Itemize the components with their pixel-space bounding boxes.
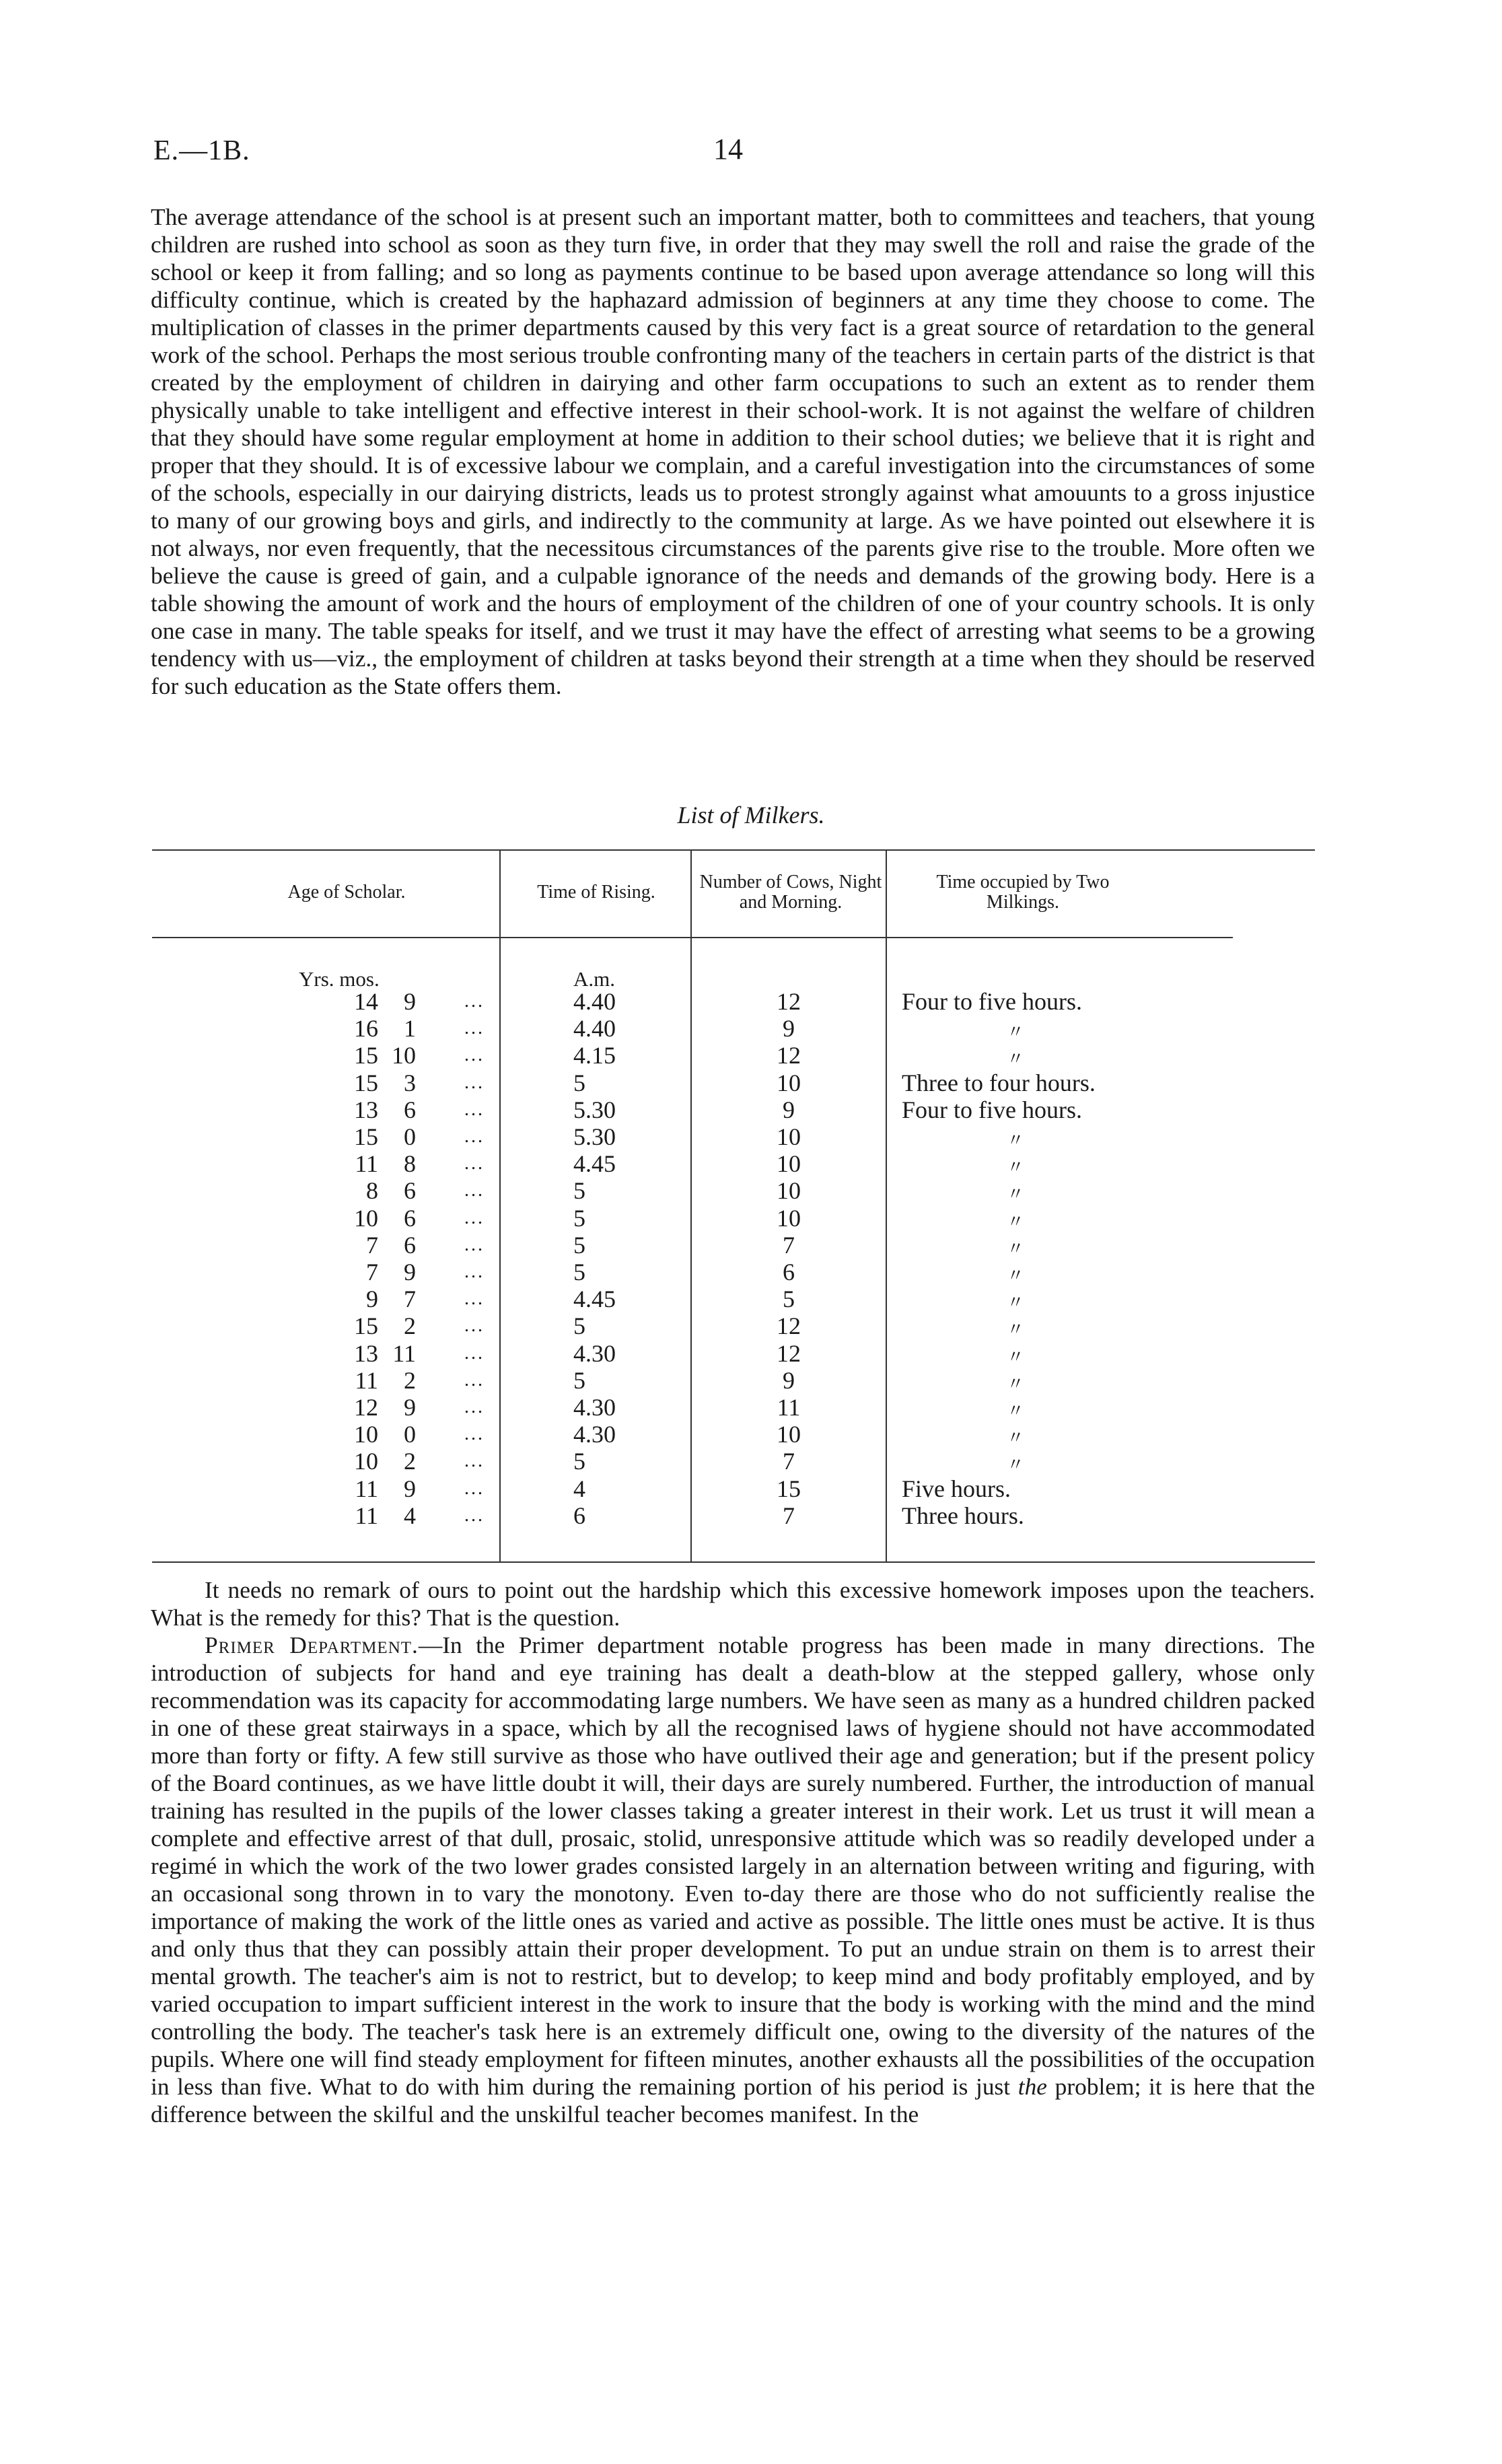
cell-cows: 10 bbox=[777, 1150, 801, 1178]
cell-cows: 12 bbox=[777, 1339, 801, 1367]
cell-rising: 4.40 bbox=[573, 988, 616, 1015]
cell-age-years: 12 bbox=[354, 1394, 378, 1421]
table-bottom-rule bbox=[152, 1561, 1315, 1563]
cell-dots: ... bbox=[464, 1288, 485, 1310]
cell-cows: 10 bbox=[777, 1204, 801, 1232]
cell-dots: ... bbox=[464, 1504, 485, 1526]
cell-dots: ... bbox=[464, 1126, 485, 1147]
cell-rising: 5 bbox=[573, 1231, 585, 1259]
cell-dots: ... bbox=[464, 1234, 485, 1255]
cell-dots: ... bbox=[464, 1098, 485, 1120]
cell-age-years: 8 bbox=[366, 1177, 378, 1205]
intro-paragraph: The average attendance of the school is at present such an important matter, both to committees and teachers, that young children are rushed into school as soon as they turn five, in order that they may swell the roll and raise the grade of the school or keep it from falling; and so long as payments continue to be based upon average attendance so long will this difficulty continue, which is created by the haphazard admission of beginners at any time they choose to come. The multiplication of classes in the primer departments caused by this very fact is a great source of retardation to the general work of the school. Perhaps the most serious trouble confronting many of the teachers in certain parts of the district is that created by the employment of children in dairying and other farm occupations to such an extent as to render them physically unable to take intelligent and effective interest in their school-work. It is not against the welfare of children that they should have some regular employment at home in addition to their school duties; we believe that it is right and proper that they should. It is of excessive labour we complain, and a careful investigation into the circumstances of some of the schools, especially in our dairying districts, leads us to protest strongly against what amouunts to a gross injustice to many of our growing boys and girls, and indirectly to the community at large. As we have pointed out elsewhere it is not always, nor even frequently, that the necessitous circumstances of the parents give rise to the trouble. More often we believe the cause is greed of gain, and a culpable ignorance of the needs and demands of the growing body. Here is a table showing the amount of work and the hours of employment of the children of one of your country schools. It is only one case in many. The table speaks for itself, and we trust it may have the effect of arresting what seems to be a growing tendency with us—viz., the employment of children at tasks beyond their strength at a time when they should be reserved for such education as the State offers them. bbox=[151, 203, 1315, 699]
cell-age-years: 10 bbox=[354, 1421, 378, 1448]
time-units-label: A.m. bbox=[573, 967, 615, 991]
cell-cows: 10 bbox=[777, 1123, 801, 1150]
cell-cows: 7 bbox=[783, 1502, 795, 1529]
running-head: E.—1B. bbox=[153, 135, 250, 166]
page-number: 14 bbox=[713, 133, 743, 166]
cell-rising: 5 bbox=[573, 1204, 585, 1232]
cell-milking: 〃 bbox=[1007, 1401, 1025, 1421]
header-cows: Number of Cows, Night and Morning. bbox=[699, 872, 882, 913]
table-title: List of Milkers. bbox=[677, 802, 825, 829]
cell-milking: Four to five hours. bbox=[902, 988, 1082, 1015]
cell-milking: 〃 bbox=[1007, 1238, 1025, 1259]
cell-cows: 12 bbox=[777, 988, 801, 1015]
cell-cows: 9 bbox=[783, 1366, 795, 1394]
cell-cows: 10 bbox=[777, 1177, 801, 1205]
cell-rising: 5 bbox=[573, 1259, 585, 1286]
cell-rising: 5.30 bbox=[573, 1096, 616, 1123]
cell-dots: ... bbox=[464, 1369, 485, 1391]
cell-milking: 〃 bbox=[1007, 1049, 1025, 1069]
cell-dots: ... bbox=[464, 1018, 485, 1039]
cell-age-years: 7 bbox=[366, 1231, 378, 1259]
cell-rising: 5 bbox=[573, 1448, 585, 1475]
cell-cows: 7 bbox=[783, 1448, 795, 1475]
cell-age-years: 11 bbox=[355, 1366, 378, 1394]
cell-milking: 〃 bbox=[1007, 1211, 1025, 1232]
cell-rising: 5 bbox=[573, 1177, 585, 1205]
cell-dots: ... bbox=[464, 1397, 485, 1417]
cell-age-years: 15 bbox=[354, 1312, 378, 1340]
cell-age-months: 0 bbox=[404, 1421, 416, 1448]
cell-age-months: 6 bbox=[404, 1177, 416, 1205]
cell-age-years: 15 bbox=[354, 1042, 378, 1069]
cell-rising: 5 bbox=[573, 1069, 585, 1096]
cell-dots: ... bbox=[464, 1207, 485, 1228]
cell-age-years: 11 bbox=[355, 1502, 378, 1529]
closing-paragraph-block bbox=[151, 1576, 1315, 2128]
cell-age-months: 2 bbox=[404, 1366, 416, 1394]
cell-age-months: 9 bbox=[404, 988, 416, 1015]
cell-age-years: 10 bbox=[354, 1204, 378, 1232]
cell-rising: 4.30 bbox=[573, 1339, 616, 1367]
cell-age-years: 10 bbox=[354, 1448, 378, 1475]
cell-dots: ... bbox=[464, 1071, 485, 1093]
cell-dots: ... bbox=[464, 1180, 485, 1201]
cell-age-months: 11 bbox=[392, 1339, 416, 1367]
cell-age-years: 14 bbox=[354, 988, 378, 1015]
cell-age-years: 16 bbox=[354, 1015, 378, 1043]
cell-age-years: 15 bbox=[354, 1069, 378, 1096]
cell-milking: 〃 bbox=[1007, 1185, 1025, 1205]
cell-milking: 〃 bbox=[1007, 1131, 1025, 1150]
cell-dots: ... bbox=[464, 1423, 485, 1445]
cell-dots: ... bbox=[464, 1315, 485, 1337]
cell-age-years: 7 bbox=[366, 1259, 378, 1286]
header-milking: Time occupied by Two Milkings. bbox=[936, 872, 1110, 913]
cell-cows: 7 bbox=[783, 1231, 795, 1259]
cell-age-months: 1 bbox=[404, 1015, 416, 1043]
cell-dots: ... bbox=[464, 991, 485, 1012]
cell-milking: 〃 bbox=[1007, 1158, 1025, 1178]
cell-age-months: 9 bbox=[404, 1475, 416, 1502]
table-header-rule bbox=[152, 937, 1233, 938]
header-rising: Time of Rising. bbox=[537, 882, 655, 903]
cell-milking: 〃 bbox=[1007, 1320, 1025, 1340]
cell-milking: 〃 bbox=[1007, 1347, 1025, 1367]
cell-cows: 5 bbox=[783, 1286, 795, 1313]
cell-rising: 4.45 bbox=[573, 1286, 616, 1313]
cell-cows: 10 bbox=[777, 1069, 801, 1096]
cell-milking: 〃 bbox=[1007, 1022, 1025, 1043]
cell-rising: 6 bbox=[573, 1502, 585, 1529]
primer-paragraph bbox=[151, 1631, 1315, 2128]
age-units-label: Yrs. mos. bbox=[299, 967, 380, 991]
column-divider-2 bbox=[690, 849, 692, 1561]
cell-age-months: 6 bbox=[404, 1204, 416, 1232]
cell-age-years: 13 bbox=[354, 1339, 378, 1367]
cell-cows: 10 bbox=[777, 1421, 801, 1448]
cell-dots: ... bbox=[464, 1261, 485, 1282]
cell-age-months: 4 bbox=[404, 1502, 416, 1529]
cell-age-months: 6 bbox=[404, 1231, 416, 1259]
cell-milking: Three hours. bbox=[902, 1502, 1024, 1529]
cell-age-years: 11 bbox=[355, 1150, 378, 1178]
cell-age-years: 9 bbox=[366, 1286, 378, 1313]
cell-rising: 4.30 bbox=[573, 1394, 616, 1421]
cell-milking: 〃 bbox=[1007, 1428, 1025, 1448]
cell-milking: 〃 bbox=[1007, 1293, 1025, 1313]
cell-dots: ... bbox=[464, 1153, 485, 1174]
cell-age-months: 9 bbox=[404, 1259, 416, 1286]
cell-rising: 4.40 bbox=[573, 1015, 616, 1043]
intro-paragraph-block bbox=[151, 203, 1315, 700]
cell-milking: 〃 bbox=[1007, 1266, 1025, 1286]
cell-rising: 4.15 bbox=[573, 1042, 616, 1069]
cell-dots: ... bbox=[464, 1450, 485, 1472]
cell-age-months: 3 bbox=[404, 1069, 416, 1096]
cell-milking: 〃 bbox=[1007, 1455, 1025, 1475]
cell-age-years: 11 bbox=[355, 1475, 378, 1502]
cell-cows: 9 bbox=[783, 1096, 795, 1123]
cell-age-months: 2 bbox=[404, 1448, 416, 1475]
cell-age-months: 0 bbox=[404, 1123, 416, 1150]
cell-age-months: 2 bbox=[404, 1312, 416, 1340]
cell-rising: 5 bbox=[573, 1312, 585, 1340]
primer-heading: Primer Department. bbox=[205, 1631, 419, 1658]
cell-age-months: 6 bbox=[404, 1096, 416, 1123]
cell-cows: 12 bbox=[777, 1312, 801, 1340]
cell-milking: 〃 bbox=[1007, 1374, 1025, 1394]
primer-emphasis: the bbox=[1017, 2073, 1048, 2100]
primer-text-tail: problem; it is here that the difference between the skilful and the unskilful teacher becomes manifest. In the bbox=[151, 2073, 1315, 2127]
column-divider-1 bbox=[499, 849, 501, 1561]
cell-cows: 11 bbox=[777, 1394, 801, 1421]
cell-milking: Five hours. bbox=[902, 1475, 1011, 1502]
header-age: Age of Scholar. bbox=[287, 882, 406, 903]
cell-cows: 6 bbox=[783, 1259, 795, 1286]
cell-age-months: 8 bbox=[404, 1150, 416, 1178]
cell-age-years: 15 bbox=[354, 1123, 378, 1150]
cell-age-months: 9 bbox=[404, 1394, 416, 1421]
cell-cows: 12 bbox=[777, 1042, 801, 1069]
cell-rising: 4 bbox=[573, 1475, 585, 1502]
cell-dots: ... bbox=[464, 1045, 485, 1066]
remark-paragraph: It needs no remark of ours to point out the hardship which this excessive homework imposes upon the teachers. What is the remedy for this? That is the question. bbox=[151, 1576, 1315, 1631]
primer-text: —In the Primer department notable progress has been made in many directions. The introduction of subjects for hand and eye training has dealt a death-blow at the stepped gallery, whose only recommendation was its capacity for accommodating large numbers. We have seen as many as a hundred children packed in one of these great stairways in a space, which by all the recognised laws of hygiene should not have accommodated more than forty or fifty. A few still survive as those who have outlived their age and generation; but if the present policy of the Board continues, as we have little doubt it will, their days are surely numbered. Further, the introduction of manual training has resulted in the pupils of the lower classes taking a greater interest in their work. Let us trust it will mean a complete and effective arrest of that dull, prosaic, stolid, unresponsive attitude which was so readily developed under a regimé in which the work of the two lower grades consisted largely in an alternation between writing and figuring, with an occasional song thrown in to vary the monotony. Even to-day there are those who do not sufficiently realise the importance of making the work of the little ones as varied and active as possible. The little ones must be active. It is thus and only thus that they can possibly attain their proper development. To put an undue strain on them is to arrest their mental growth. The teacher's aim is not to restrict, but to develop; to keep mind and body profitably employed, and by varied occupation to impart sufficient interest in the work to insure that the body is working with the mind and the mind controlling the body. The teacher's task here is an extremely difficult one, owing to the diversity of the natures of the pupils. Where one will find steady employment for fifteen minutes, another exhausts all the possibilities of the occupation in less than five. What to do with him during the remaining portion of his period is just bbox=[151, 1631, 1315, 2100]
cell-age-months: 10 bbox=[392, 1042, 416, 1069]
cell-rising: 4.45 bbox=[573, 1150, 616, 1178]
cell-age-years: 13 bbox=[354, 1096, 378, 1123]
column-divider-3 bbox=[886, 849, 887, 1561]
cell-dots: ... bbox=[464, 1342, 485, 1364]
cell-milking: Four to five hours. bbox=[902, 1096, 1082, 1123]
cell-dots: ... bbox=[464, 1477, 485, 1499]
cell-milking: Three to four hours. bbox=[902, 1069, 1096, 1096]
cell-rising: 5.30 bbox=[573, 1123, 616, 1150]
cell-rising: 5 bbox=[573, 1366, 585, 1394]
cell-rising: 4.30 bbox=[573, 1421, 616, 1448]
cell-cows: 15 bbox=[777, 1475, 801, 1502]
cell-age-months: 7 bbox=[404, 1286, 416, 1313]
cell-cows: 9 bbox=[783, 1015, 795, 1043]
